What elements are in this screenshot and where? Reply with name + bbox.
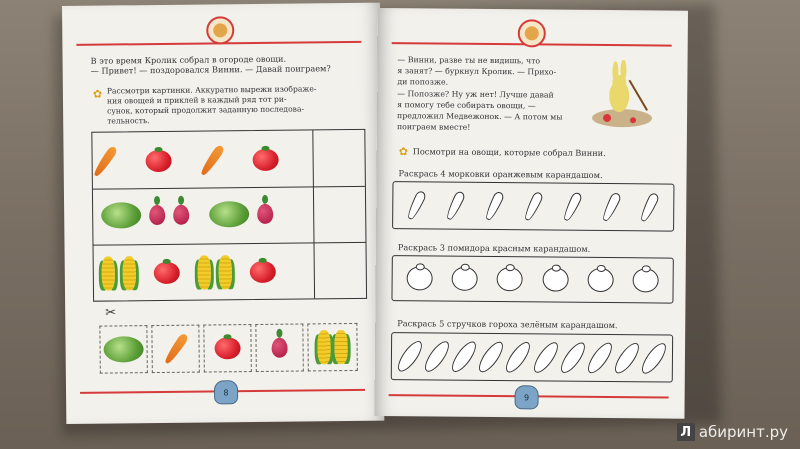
task-text: Посмотри на овощи, которые собрал Винни. — [412, 146, 606, 158]
pea-pod-outline-icon — [393, 338, 425, 375]
carrot-icon — [92, 145, 119, 178]
tomato-outline-icon — [406, 266, 432, 290]
bee-icon: ✿ — [398, 145, 409, 159]
corn-icon — [198, 255, 211, 289]
tomato-icon — [154, 262, 180, 284]
watermark-text: абиринт.ру — [698, 423, 788, 441]
honey-pot-icon — [515, 385, 539, 409]
beet-icon — [271, 338, 287, 358]
tomato-icon — [250, 261, 276, 283]
rabbit-illustration — [587, 60, 658, 131]
corn-icon — [334, 330, 347, 364]
pooh-medallion-icon — [206, 16, 234, 44]
tomato-outline-icon — [452, 267, 478, 291]
pea-pod-outline-icon — [475, 338, 507, 375]
beet-icon — [149, 205, 165, 225]
pea-pod-outline-icon — [638, 340, 670, 377]
labirint-logo: Л — [677, 423, 695, 441]
color-task-2: Раскрась 3 помидора красным карандашом. — [397, 242, 591, 254]
tomato-icon — [253, 149, 279, 171]
corn-icon — [123, 256, 136, 290]
bee-icon: ✿ — [92, 87, 103, 101]
cutout-tomato[interactable] — [203, 324, 252, 373]
story-text: В это время Кролик собрал в огороде овощи. — Привет! — поздоровался Винни. — Давай поиграем? — [90, 53, 331, 77]
cutout-strip — [93, 319, 366, 378]
tomato-outline-icon — [497, 267, 523, 291]
honey-pot-icon — [214, 380, 238, 404]
carrot-outline-icon — [483, 190, 505, 221]
color-task-3: Раскрась 5 стручков гороха зелёным карандашом. — [397, 318, 618, 331]
pea-pod-outline-icon — [502, 339, 534, 376]
color-task-1: Раскрась 4 морковки оранжевым карандашом. — [398, 168, 603, 180]
pea-pod-outline-icon — [529, 339, 561, 376]
right-page — [374, 8, 688, 419]
lettuce-icon — [101, 202, 141, 228]
carrot-outline-icon — [445, 190, 467, 221]
lettuce-icon — [209, 201, 249, 227]
pea-outline-box — [391, 332, 673, 382]
tomato-icon — [146, 150, 172, 172]
answer-column-line — [312, 130, 315, 298]
cutout-beet[interactable] — [255, 323, 304, 372]
beet-icon — [257, 204, 273, 224]
carrot-outline-icon — [639, 192, 661, 223]
carrot-outline-icon — [600, 191, 622, 222]
tomato-outline-icon — [633, 268, 659, 292]
carrot-icon — [199, 144, 226, 177]
carrot-outline-icon — [561, 191, 583, 222]
cutout-corn[interactable] — [307, 323, 357, 372]
pea-pod-outline-icon — [557, 339, 589, 376]
watermark — [677, 423, 788, 441]
grid-divider — [94, 242, 366, 246]
carrot-icon — [162, 332, 189, 365]
carrot-outline-box — [392, 181, 674, 231]
grid-divider — [93, 186, 365, 190]
pea-pod-outline-icon — [421, 338, 453, 375]
pooh-medallion-icon — [518, 19, 546, 47]
tomato-outline-icon — [542, 267, 568, 291]
dialog-text: — Винни, разве ты не видишь, что я занят? — буркнул Кролик. — Прихо- ди попозже. — Попозже? Ну уж нет! Лучше давай я помогу тебе собирать овощи, — предложил Медвежонок. — А потом мы поиграем вместе! — [396, 55, 563, 133]
sequence-row — [93, 201, 273, 229]
sequence-grid — [91, 129, 367, 302]
pea-pod-outline-icon — [611, 339, 643, 376]
lettuce-icon — [103, 336, 143, 362]
task-text: Рассмотри картинки. Аккуратно вырежи изображе- ния овощей и приклей в каждый ряд тот ри- сунок, который продолжит заданную последова- тельность. — [106, 84, 317, 126]
beet-icon — [173, 205, 189, 225]
cutout-lettuce[interactable] — [99, 325, 148, 374]
tomato-icon — [214, 337, 240, 359]
carrot-outline-icon — [522, 191, 544, 222]
sequence-row — [92, 143, 278, 179]
corn-icon — [219, 255, 232, 289]
sequence-row — [94, 255, 276, 291]
left-page — [62, 3, 384, 424]
corn-icon — [317, 330, 330, 364]
page-number: 9 — [524, 392, 530, 402]
page-number: 8 — [223, 387, 229, 397]
cutout-carrot[interactable] — [151, 325, 200, 374]
pea-pod-outline-icon — [448, 338, 480, 375]
tomato-outline-icon — [587, 268, 613, 292]
corn-icon — [102, 256, 115, 290]
pea-pod-outline-icon — [584, 339, 616, 376]
tomato-outline-box — [391, 255, 673, 303]
carrot-outline-icon — [406, 190, 428, 221]
scissors-icon: ✂ — [105, 305, 117, 321]
